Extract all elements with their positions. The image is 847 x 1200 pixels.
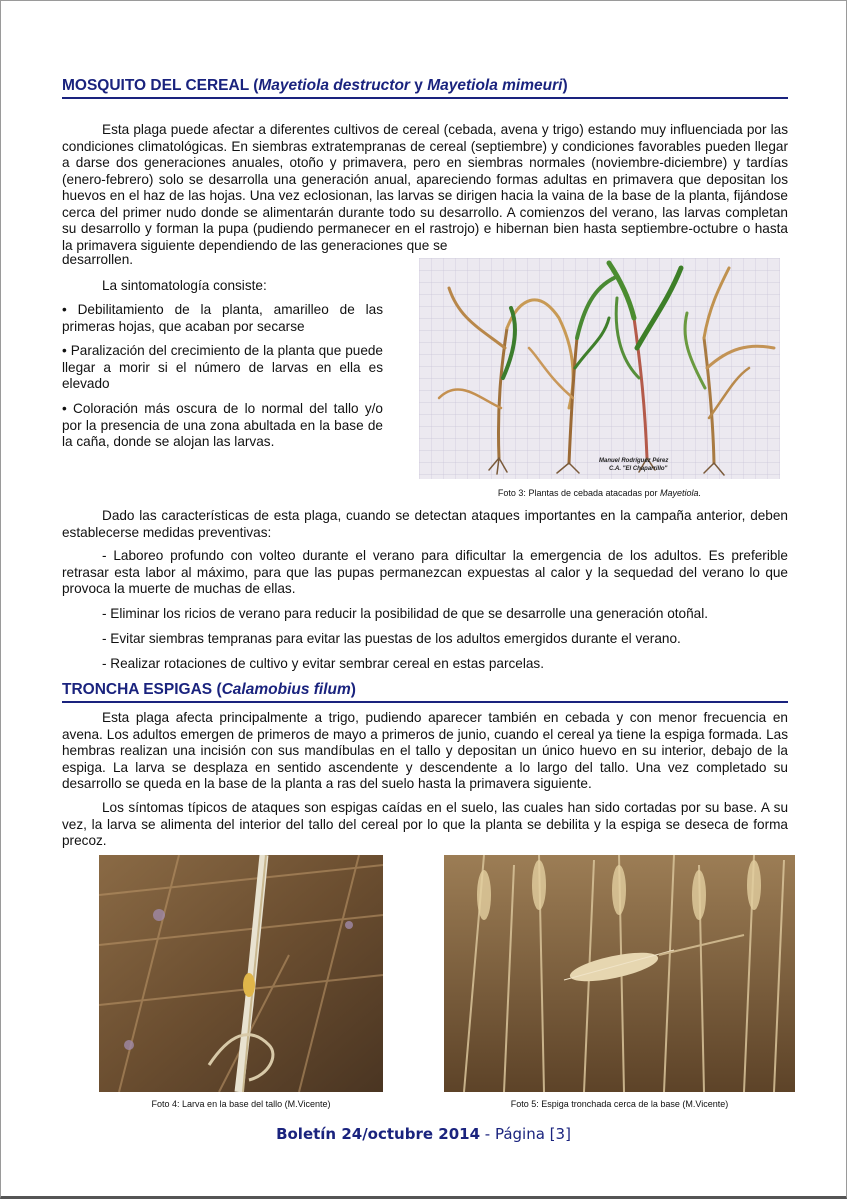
heading-text-end: ) bbox=[562, 77, 568, 94]
heading-text: MOSQUITO DEL CEREAL ( bbox=[62, 77, 259, 94]
page-footer bbox=[0, 1125, 847, 1143]
photo5-caption: Foto 5: Espiga tronchada cerca de la base (M.Vicente) bbox=[510, 1099, 729, 1109]
photo-larva-stem bbox=[99, 855, 383, 1092]
photo-broken-spike bbox=[444, 855, 795, 1092]
heading-text-mid: y bbox=[409, 77, 428, 94]
heading-species-1: Mayetiola destructor bbox=[258, 77, 410, 94]
measure-item: - Evitar siembras tempranas para evitar las puestas de los adultos emergidos durante el verano. bbox=[102, 631, 681, 646]
photo3-caption bbox=[419, 488, 780, 498]
symptom-bullet: • Coloración más oscura de lo normal del tallo y/o por la presencia de una zona abultada en la base de la caña, donde se alojan las larvas. bbox=[62, 401, 383, 449]
heading-species-2: Mayetiola mimeuri bbox=[427, 77, 563, 94]
paragraph-troncha-symptoms: Los síntomas típicos de ataques son espigas caídas en el suelo, las cuales han sido cortadas por su base. A su vez, la larva se alimenta del interior del tallo del cereal por lo que la planta se debilita y la espiga se deseca de forma precoz. bbox=[62, 800, 788, 848]
symptom-text: Coloración más oscura de lo normal del tallo y/o por la presencia de una zona abultada en la base de la caña, donde se alojan las larvas. bbox=[62, 401, 383, 449]
measure-item: - Realizar rotaciones de cultivo y evitar sembrar cereal en estas parcelas. bbox=[102, 656, 544, 671]
paragraph-mosquito-intro-end: desarrollen. bbox=[62, 252, 134, 267]
paragraph-troncha-intro: Esta plaga afecta principalmente a trigo, pudiendo aparecer también en cebada y con menor frecuencia en avena. Los adultos emergen de primeros de mayo a primeros de junio, cuando el cereal ya tiene la espiga formada. Las hembras realizan una incisión con sus mandíbulas en el tallo y depositan un único huevo en su interior, debajo de la espiga. La larva se desplaza en sentido ascendente y descendente a lo largo del tallo. Una vez completado su desarrollo se queda en la base de la planta a ras del suelo hasta la primavera siguiente. bbox=[62, 710, 788, 791]
symptom-text: Debilitamiento de la planta, amarilleo de las primeras hojas, que acaban por secarse bbox=[62, 302, 383, 334]
photo-barley-plants bbox=[419, 258, 780, 479]
footer-bulletin: Boletín 24/octubre 2014 bbox=[276, 1125, 481, 1143]
section-heading-troncha bbox=[62, 681, 788, 703]
caption-text: Foto 3: Plantas de cebada atacadas por bbox=[497, 488, 661, 498]
barley-plants-illustration bbox=[419, 258, 780, 479]
paragraph-preventive-measures: Dado las características de esta plaga, cuando se detectan ataques importantes en la campaña anterior, deben establecerse medidas preventivas: bbox=[62, 508, 788, 540]
symptoms-intro: La sintomatología consiste: bbox=[102, 278, 267, 293]
symptom-text: Paralización del crecimiento de la planta que puede llegar a morir si el número de larvas en ella es elevado bbox=[62, 343, 383, 391]
footer-page-number: - Página [3] bbox=[480, 1125, 571, 1143]
symptom-bullet: • Debilitamiento de la planta, amarilleo de las primeras hojas, que acaban por secarse bbox=[62, 302, 383, 334]
paragraph-mosquito-intro: Esta plaga puede afectar a diferentes cultivos de cereal (cebada, avena y trigo) estando muy influenciada por las condiciones climatológicas. En siembras extratempranas de cereal (septiembre) y condiciones favorables pueden llegar a darse dos generaciones anuales, otoño y primavera, pero en siembras normales (noviembre-diciembre) y tardías (enero-febrero) solo se desarrolla una generación anual, apareciendo formas adultas en primavera que depositan los huevos en el haz de las hojas. Una vez eclosionan, las larvas se dirigen hacia la vaina de la base de la planta, fijándose cerca del primer nudo donde se alimentarán durante todo su desarrollo. A comienzos del verano, las larvas completan su desarrollo y forman la pupa (pudiendo permanecer en el rastrojo) e hibernan bien hasta septiembre-octubre o hasta la primavera siguiente dependiendo de las generaciones que se bbox=[62, 122, 788, 253]
photo-credit-2: C.A. "El Chaparrillo" bbox=[609, 466, 668, 472]
caption-species: Mayetiola. bbox=[660, 488, 702, 498]
section-heading-mosquito bbox=[62, 77, 788, 99]
measure-item: - Eliminar los ricios de verano para reducir la posibilidad de que se desarrolle una generación otoñal. bbox=[102, 606, 709, 621]
broken-spike-illustration bbox=[444, 855, 795, 1092]
heading-text: TRONCHA ESPIGAS ( bbox=[62, 681, 222, 698]
photo-credit-1: Manuel Rodríguez Pérez bbox=[599, 458, 669, 464]
heading-text-end: ) bbox=[350, 681, 356, 698]
symptom-bullet: • Paralización del crecimiento de la planta que puede llegar a morir si el número de larvas en ella es elevado bbox=[62, 343, 383, 391]
larva-stem-illustration bbox=[99, 855, 383, 1092]
heading-species: Calamobius filum bbox=[221, 681, 351, 698]
photo4-caption: Foto 4: Larva en la base del tallo (M.Vicente) bbox=[151, 1099, 331, 1109]
measure-item: - Laboreo profundo con volteo durante el verano para dificultar la emergencia de los adultos. Es preferible retrasar esta labor al máximo, para que las pupas permanezcan expuestas al calor y la sequedad del verano lo que provoca la muerte de muchas de ellas. bbox=[62, 548, 788, 596]
